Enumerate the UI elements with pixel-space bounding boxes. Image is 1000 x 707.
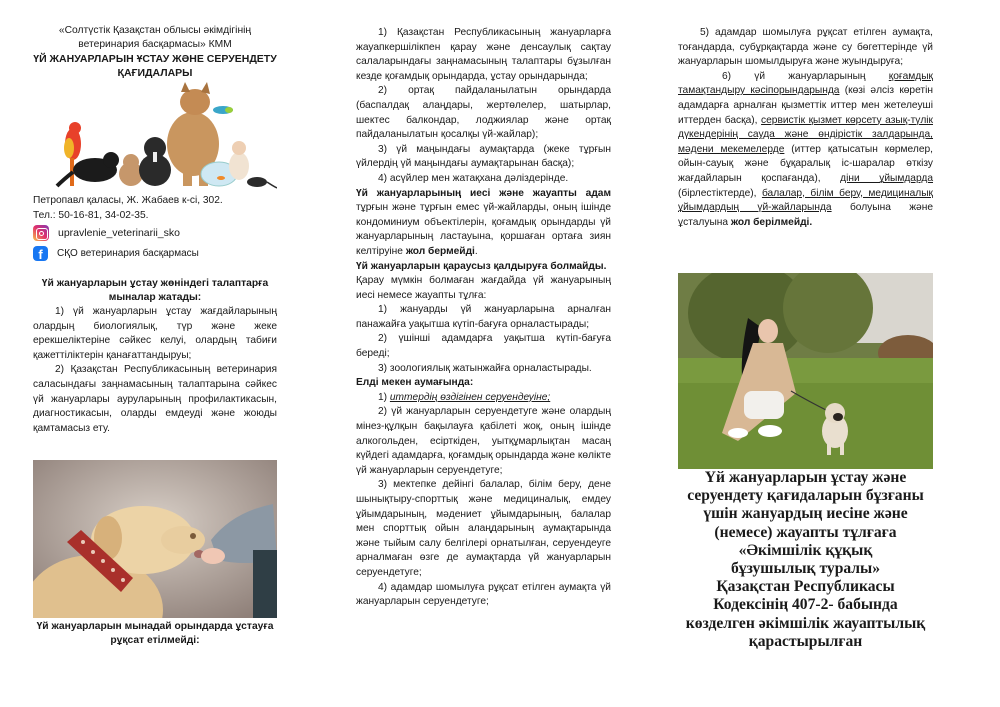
notice-line: Үй жануарларын ұстау және xyxy=(704,469,907,486)
care-option-3: 3) зоологиялық жатынжайға орналастырады. xyxy=(378,362,592,374)
requirement-1: 1) үй жануарларын ұстау жағдайларының олардың биологиялық, түр және жеке ерекшеліктеріне сәйкес келуі, олардың табиғи қажеттіліктерін қанағаттандыруы; xyxy=(33,306,277,361)
care-option-1: 1) жануарды үй жануарларына арналған панажайға уақытша күтіп-бағуға орналастырады; xyxy=(356,304,611,330)
panel-left xyxy=(33,0,277,707)
rule-number: 1) xyxy=(378,391,390,403)
notice-line: Кодексінің 407-2- бабында xyxy=(713,596,898,614)
prohibited-place-4: 4) асүйлер мен жатақхана дәліздерінде. xyxy=(378,172,569,184)
brochure-title xyxy=(33,52,277,80)
organization-name xyxy=(33,24,277,52)
instagram-handle: upravlenie_veterinarii_sko xyxy=(58,227,180,239)
heading-line-1: Үй жануарларын мынадай орындарда ұстауға xyxy=(36,621,274,632)
unattended-rule: Үй жануарларын қараусыз қалдыруға болмайды. xyxy=(356,260,607,272)
notice-line: «Әкімшілік құқық xyxy=(738,541,873,559)
prohibited-place-3: 3) үй маңындағы аумақтарда (жеке тұрғын үйлердің үй маңындағы аумақтарынан басқа); xyxy=(356,143,611,170)
instagram-link[interactable] xyxy=(33,223,277,243)
owner-bold-end: жол бермейді xyxy=(405,245,475,257)
rule-bold: жол берілмейді. xyxy=(730,216,813,228)
title-line-2: ҚАҒИДАЛАРЫ xyxy=(117,67,193,79)
dog-with-child-image xyxy=(33,460,277,618)
owner-dot: . xyxy=(474,245,478,257)
notice-line: бұзушылық туралы» xyxy=(730,560,881,578)
phone: Тел.: 50-16-81, 34-02-35. xyxy=(33,209,149,221)
facebook-icon: f xyxy=(33,246,48,261)
settlement-rule-2: 2) үй жануарларын серуендетуге және олардың мінез-құлқын бақылауға қабілеті жоқ, оның ішінде алкогольден, есірткіден, уытқұмарлықтан масаң күйдегі адамдарға, қоғамдық орындарда және көлікте үй жануарларын серуендетуге; xyxy=(356,406,611,476)
care-option-2: 2) үшінші адамдарға уақытша күтіп-бағуға береді; xyxy=(356,333,611,360)
care-intro: Қарау мүмкін болмаған жағдайда үй жануарының иесі немесе жауапты тұлға: xyxy=(356,275,611,301)
settlement-rule-5: 5) адамдар шомылуға рұқсат етілген аумақта, тоғандарда, субұрқақтарда және су бөгеттерінде үй жануарларын шомылдыруға және жуындыруға; xyxy=(678,27,933,68)
rule-text: (иттер қатысатын көрмелер, ойын-сауық және бұқаралық іс-шаралар өткізу жағдайларын қоспағанда), xyxy=(678,143,933,184)
owner-responsibility xyxy=(356,187,611,260)
rule-text: болуына және ұсталуына xyxy=(678,202,933,228)
rule-underlined: қоғамдық тамақтандыру кәсіпорындарында xyxy=(678,70,933,97)
rule-text: 6) үй жануарларының xyxy=(722,70,889,82)
org-line-1: «Солтүстік Қазақстан облысы әкімдігінің xyxy=(58,25,252,36)
owner-text: тұрғын және тұрғын емес үй-жайларды, оның ішінде кондоминиум объектілерін, қоғамдық орындарды үй жануарларының ластауына, қоршаған ортаға зиян келтіруіне xyxy=(356,202,611,257)
notice-line: (немесе) жауапты тұлғаға xyxy=(714,523,897,541)
requirement-2: 2) Қазақстан Республикасының ветеринария саласындағы заңнамасының талаптарына сәйкес үй жануарлары ауруларының профилактикасын, диагностикасын, оларды емдеуді және жоюды қамтамасыз ету. xyxy=(33,364,277,434)
heading-line-1: Үй жануарларын ұстау жөніндегі талаптарға xyxy=(41,278,269,289)
pets-illustration xyxy=(33,82,277,190)
notice-line: үшін жануардың иесіне және xyxy=(703,505,908,523)
notice-line: көзделген әкімшілік жауаптылық xyxy=(685,614,926,632)
title-line-1: ҮЙ ЖАНУАРЛАРЫН ҰСТАУ ЖӘНЕ СЕРУЕНДЕТУ xyxy=(33,53,277,65)
org-line-2: ветеринария басқармасы» КММ xyxy=(78,39,232,50)
facebook-link[interactable] xyxy=(33,243,277,263)
settlement-rule-4: 4) адамдар шомылуға рұқсат етілген аумақта үй жануарларын серуендетуге; xyxy=(356,581,611,608)
notice-line: қарастырылған xyxy=(748,632,863,650)
woman-with-pug-image xyxy=(678,273,933,469)
heading-line-2: рұқсат етілмейді: xyxy=(110,635,200,646)
facebook-page: СҚО ветеринария басқармасы xyxy=(57,247,199,259)
settlement-rule-1 xyxy=(356,391,611,406)
pets-group-image xyxy=(33,82,277,190)
heading-line-2: мыналар жатады: xyxy=(108,292,202,303)
rule-underlined: балалар, білім беру, медициналық ұйымдардың үй-жайларында xyxy=(678,187,934,214)
notice-line: серуендету қағидаларын бұзғаны xyxy=(687,487,924,505)
owner-bold: Үй жануарларының иесі және жауапты адам xyxy=(356,187,611,199)
contact-block xyxy=(33,194,277,223)
rule-underlined: діни ұйымдарда xyxy=(840,172,933,184)
rule-text: иттердің өздігінен серуендеуіне; xyxy=(389,391,551,403)
prohibited-heading xyxy=(33,620,277,648)
panel-right xyxy=(678,0,933,707)
rule-underlined: сервистік қызмет көрсету азық-түлік дүкендерінің сауда және өндірістік залдарында, мәдени мекемелерде xyxy=(678,114,933,155)
instagram-icon xyxy=(33,225,49,241)
address: Петропавл қаласы, Ж. Жабаев к-сі, 302. xyxy=(33,195,223,206)
settlement-rule-3: 3) мектепке дейінгі балалар, білім беру, дене шынықтыру-спорттық және медициналық, емдеу ұйымдарының, мәдениет ұйымдарының, балалар мен спорттық ойын алаңдарының аумақтарында және тыйым салу белгілері орнатылған, серуендеуге арналмаған өзге де аумақтарда үй жануарларын серуендетуге; xyxy=(356,479,611,578)
prohibited-place-2: 2) ортақ пайдаланылатын орындарда (баспалдақ алаңдары, жертөлелер, шатырлар, шектес балкондар, лоджиялар және ортақ пайдаланылатын қосалқы үй-жайлар); xyxy=(356,85,611,141)
requirements-heading xyxy=(33,277,277,305)
settlement-heading: Елді мекен аумағында: xyxy=(356,377,474,389)
panel-middle xyxy=(356,0,611,707)
administrative-liability-notice xyxy=(676,469,935,651)
notice-line: Қазақстан Республикасы xyxy=(716,578,895,596)
prohibited-place-1: 1) Қазақстан Республикасының жануарларға жауапкершілікпен қарау және денсаулық сақтау салаларындағы заңнамасының талаптары бұзылған кезде қоғамдық орындарда, ұстау орындарында; xyxy=(356,27,611,82)
settlement-rule-6 xyxy=(678,70,933,231)
rule-text: (көзі әлсіз көретін адамдарға арналған қызметтік иттер мен жетелеуші иттерден басқа), xyxy=(678,85,933,126)
rule-text: (бірлестіктерде), xyxy=(678,187,762,199)
